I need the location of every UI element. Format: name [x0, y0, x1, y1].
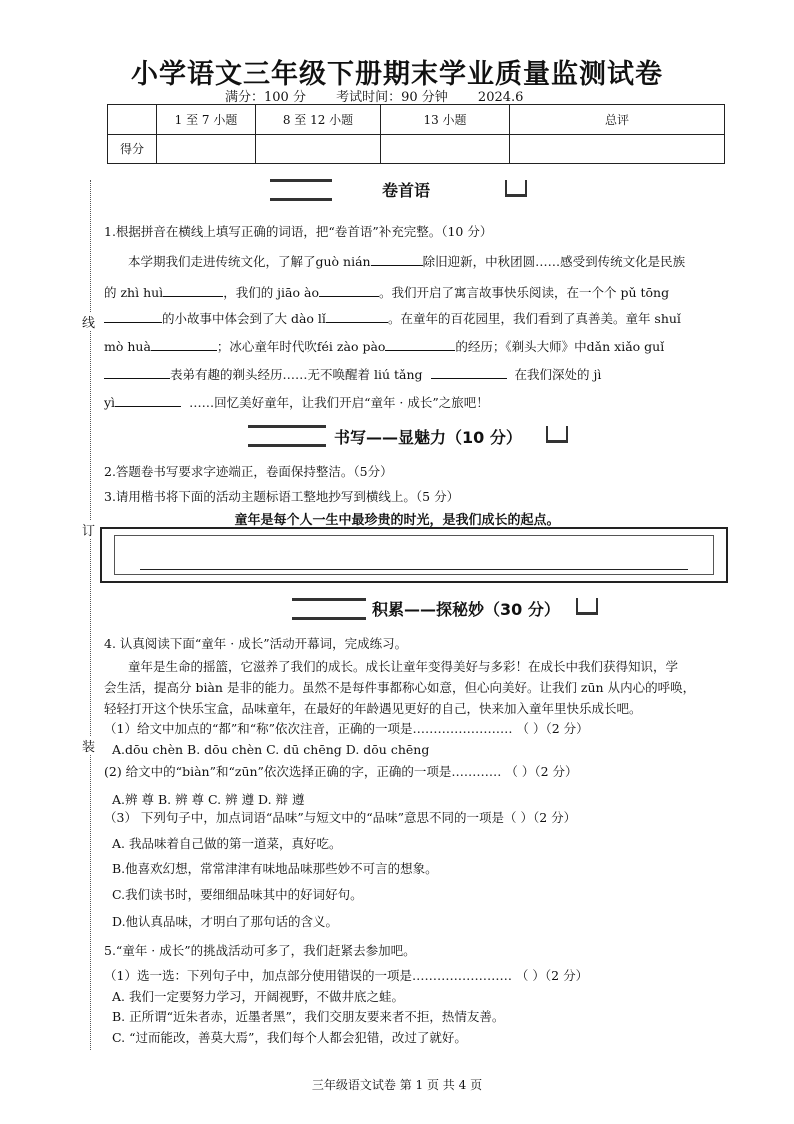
q1-text: 表弟有趣的剃头经历……无不唤醒着 liú tǎng — [170, 367, 423, 382]
q5-option-c: C. “过而能改，善莫大焉”，我们每个人都会犯错，改过了就好。 — [112, 1030, 467, 1045]
copy-writing-line — [140, 569, 688, 570]
section-heading-preface: 卷首语 — [382, 181, 431, 200]
q1-text: ，我们的 jiāo ào — [223, 285, 319, 300]
score-cell[interactable] — [510, 134, 725, 164]
q1-prompt: 1.根据拼音在横线上填写正确的词语，把“卷首语”补充完整。（10 分） — [104, 224, 493, 239]
q1-text: 本学期我们走进传统文化，了解了guò nián — [128, 254, 371, 269]
passage-line-1: 童年是生命的摇篮，它滋养了我们的成长。成长让童年变得美好与多彩！在成长中我们获得知识，学 — [128, 659, 679, 674]
pen-holder-icon — [505, 180, 527, 197]
q1-line-5 — [104, 365, 601, 383]
score-table-corner — [108, 105, 157, 135]
q5-prompt: 5.“童年 · 成长”的挑战活动可多了，我们赶紧去参加吧。 — [104, 943, 416, 958]
score-cell[interactable] — [256, 134, 381, 164]
q4-option-b: B.他喜欢幻想，常常津津有味地品味那些妙不可言的想象。 — [112, 861, 438, 876]
q4-option-c: C.我们读书时，要细细品味其中的好词好句。 — [112, 887, 363, 902]
q5-sub1: （1）选一选：下列句子中，加点部分使用错误的一项是…………………… （ ）（2 分） — [104, 968, 589, 983]
slogan-text: 童年是每个人一生中最珍贵的时光，是我们成长的起点。 — [234, 513, 560, 528]
answer-blank[interactable] — [326, 311, 388, 323]
exam-date: 2024.6 — [477, 90, 524, 105]
answer-blank[interactable] — [115, 395, 181, 407]
answer-blank[interactable] — [371, 254, 423, 266]
q1-line-3 — [104, 309, 681, 327]
q1-text: 在我们深处的 jì — [514, 367, 602, 382]
q1-text: yì — [104, 395, 116, 410]
passage-line-3: 轻轻打开这个快乐宝盒，品味童年，在最好的年龄遇见更好的自己，快来加入童年里快乐成长吧。 — [104, 701, 642, 716]
q1-text: 的经历；《剃头大师》中dǎn xiǎo guǐ — [455, 339, 665, 354]
answer-blank[interactable] — [319, 285, 379, 297]
score-row-label: 得分 — [108, 134, 157, 164]
section-heading-accumulation: 积累——探秘妙（30 分） — [372, 600, 560, 619]
q4-option-a: A. 我品味着自己做的第一道菜，真好吃。 — [112, 836, 342, 851]
q4-sub2-options: A.辨 尊 B. 辨 尊 C. 辨 遵 D. 辩 遵 — [112, 792, 305, 807]
q1-line-1 — [128, 252, 685, 270]
q4-sub1: （1）给文中加点的“都”和“称”依次注音，正确的一项是…………………… （ ）（2 分） — [104, 721, 589, 736]
margin-char-zhuang: 装 — [82, 736, 95, 755]
score-col-4: 总评 — [510, 105, 725, 135]
q1-text: 的 zhì huì — [104, 285, 164, 300]
q4-sub2: (2) 给文中的“biàn”和“zūn”依次选择正确的字，正确的一项是………… （ ）（2 分） — [104, 764, 578, 779]
answer-blank[interactable] — [104, 311, 162, 323]
score-col-3: 13 小题 — [381, 105, 510, 135]
answer-blank[interactable] — [151, 339, 217, 351]
pen-holder-icon — [546, 426, 568, 443]
q1-text: ……回忆美好童年，让我们开启“童年 · 成长”之旅吧！ — [189, 395, 489, 410]
book-stack-icon — [248, 425, 326, 447]
q4-option-d: D.他认真品味，才明白了那句话的含义。 — [112, 914, 339, 929]
q4-sub1-options: A.dōu chèn B. dōu chèn C. dū chēng D. dōu chēng — [112, 742, 430, 757]
answer-blank[interactable] — [104, 367, 170, 379]
answer-blank[interactable] — [163, 285, 223, 297]
q1-text: 除旧迎新，中秋团圆……感受到传统文化是民族 — [422, 254, 686, 269]
exam-time: 考试时间：90 分钟 — [336, 90, 448, 105]
binding-margin-line — [90, 180, 92, 1050]
q1-line-6 — [104, 393, 489, 411]
q5-option-a: A. 我们一定要努力学习，开阔视野，不做井底之蛙。 — [112, 989, 404, 1004]
full-score: 满分：100 分 — [225, 90, 306, 105]
q2-prompt: 2.答题卷书写要求字迹端正，卷面保持整洁。（5分） — [104, 464, 393, 479]
score-cell[interactable] — [157, 134, 256, 164]
page-footer: 三年级语文试卷 第 1 页 共 4 页 — [311, 1078, 483, 1092]
answer-blank[interactable] — [385, 339, 455, 351]
margin-char-ding: 订 — [82, 520, 95, 539]
exam-title: 小学语文三年级下册期末学业质量监测试卷 — [131, 59, 663, 90]
passage-line-2: 会生活，提高分 biàn 是非的能力。虽然不是每件事都称心如意，但心向美好。让我们 zūn 从内心的呼唤， — [104, 680, 696, 695]
q3-prompt: 3.请用楷书将下面的活动主题标语工整地抄写到横线上。（5 分） — [104, 489, 460, 504]
section-heading-writing: 书写——显魅力（10 分） — [334, 428, 522, 447]
q4-sub3: （3） 下列句子中，加点词语“品味”与短文中的“品味”意思不同的一项是（ ）（2 分） — [104, 810, 577, 825]
q1-text: mò huà — [104, 339, 151, 354]
q1-line-4 — [104, 337, 664, 355]
q4-prompt: 4. 认真阅读下面“童年 · 成长”活动开幕词，完成练习。 — [104, 636, 408, 651]
book-stack-icon — [292, 598, 366, 620]
q1-text: 的小故事中体会到了大 dào lǐ — [162, 311, 326, 326]
answer-blank[interactable] — [431, 367, 507, 379]
score-table — [107, 104, 725, 164]
q5-option-b: B. 正所谓“近朱者赤，近墨者黑”，我们交朋友要来者不拒，热情友善。 — [112, 1009, 505, 1024]
q1-text: ；冰心童年时代吹féi zào pào — [216, 339, 386, 354]
q1-text: 。我们开启了寓言故事快乐阅读，在一个个 pǔ tōng — [378, 285, 670, 300]
copy-writing-box[interactable] — [100, 527, 728, 583]
score-col-1: 1 至 7 小题 — [157, 105, 256, 135]
q1-line-2 — [104, 283, 669, 301]
margin-char-xian: 线 — [82, 312, 95, 331]
exam-meta — [225, 86, 549, 105]
pen-holder-icon — [576, 598, 598, 615]
score-cell[interactable] — [381, 134, 510, 164]
q1-text: 。在童年的百花园里，我们看到了真善美。童年 shuǐ — [387, 311, 681, 326]
book-stack-icon — [270, 179, 332, 201]
score-col-2: 8 至 12 小题 — [256, 105, 381, 135]
